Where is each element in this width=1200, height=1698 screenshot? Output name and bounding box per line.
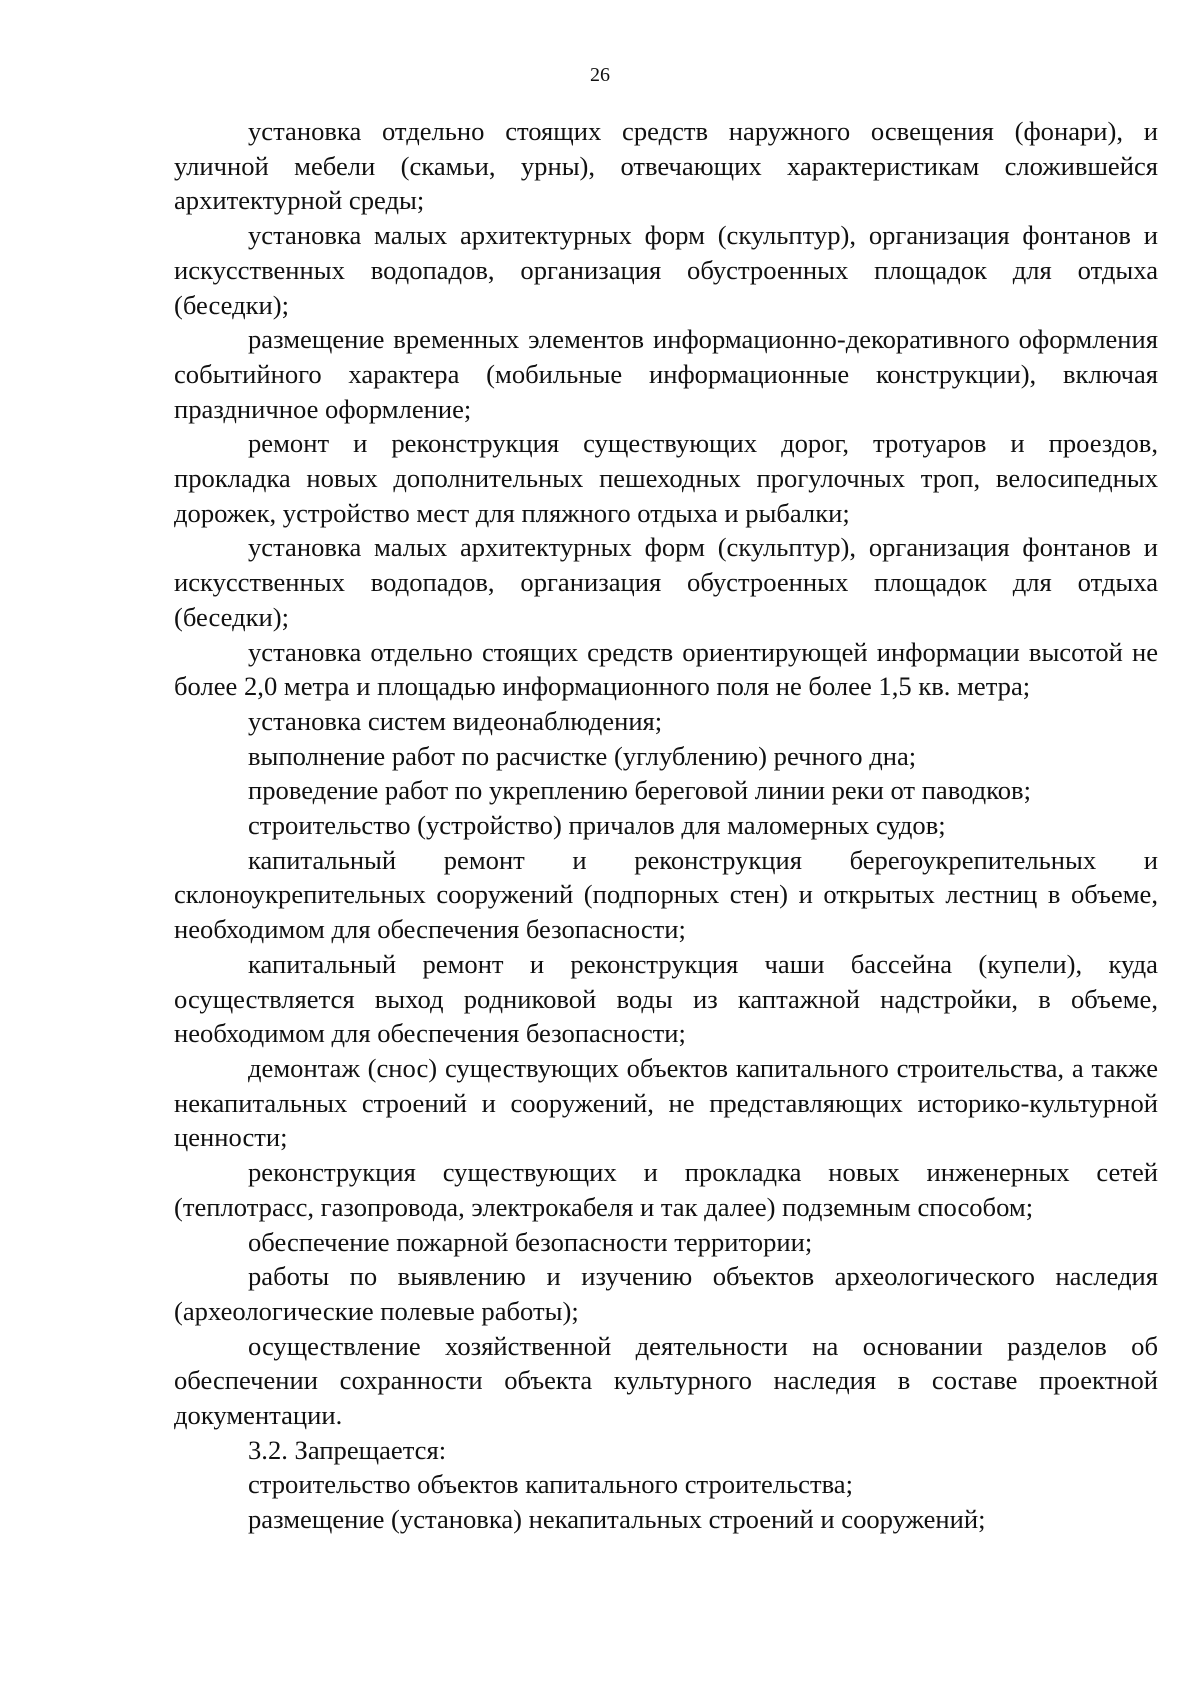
paragraph-14: реконструкция существующих и прокладка новых инженерных сетей (теплотрасс, газопровода, электрокабеля и так далее) подземным способом;	[174, 1157, 1158, 1222]
paragraph-10: строительство (устройство) причалов для маломерных судов;	[248, 810, 946, 841]
paragraph-11: капитальный ремонт и реконструкция берегоукрепительных и склоноукрепительных сооружений (подпорных стен) и открытых лестниц в объеме, необходимом для обеспечения безопасности;	[174, 844, 1158, 945]
paragraph-5: установка малых архитектурных форм (скульптур), организация фонтанов и искусственных водопадов, организация обустроенных площадок для отдыха (беседки);	[174, 532, 1158, 632]
paragraph-6: установка отдельно стоящих средств ориентирующей информации высотой не более 2,0 метра и площадью информационного поля не более 1,5 кв. метра;	[174, 636, 1158, 702]
section-heading-3-2: 3.2. Запрещается:	[248, 1434, 447, 1465]
paragraph-9: проведение работ по укреплению береговой линии реки от паводков;	[248, 775, 1031, 806]
paragraph-16: работы по выявлению и изучению объектов археологического наследия (археологические полевые работы);	[174, 1261, 1158, 1326]
paragraph-19: строительство объектов капитального строительства;	[248, 1469, 853, 1500]
page-number: 26	[590, 64, 610, 86]
paragraph-20: размещение (установка) некапитальных строений и сооружений;	[248, 1504, 986, 1535]
paragraph-7: установка систем видеонаблюдения;	[248, 705, 663, 736]
paragraph-3: размещение временных элементов информационно-декоративного оформления событийного характера (мобильные информационные конструкции), включая праздничное оформление;	[174, 324, 1158, 424]
document-body	[174, 114, 1158, 1537]
paragraph-2: установка малых архитектурных форм (скульптур), организация фонтанов и искусственных водопадов, организация обустроенных площадок для отдыха (беседки);	[174, 220, 1158, 320]
paragraph-17: осуществление хозяйственной деятельности на основании разделов об обеспечении сохранности объекта культурного наследия в составе проектной документации.	[174, 1330, 1158, 1431]
paragraph-4: ремонт и реконструкция существующих дорог, тротуаров и проездов, прокладка новых дополнительных пешеходных прогулочных троп, велосипедных дорожек, устройство мест для пляжного отдыха и рыбалки;	[174, 428, 1158, 528]
paragraph-12: капитальный ремонт и реконструкция чаши бассейна (купели), куда осуществляется выход родниковой воды из каптажной надстройки, в объеме, необходимом для обеспечения безопасности;	[174, 948, 1158, 1049]
paragraph-1: установка отдельно стоящих средств наружного освещения (фонари), и уличной мебели (скамьи, урны), отвечающих характеристикам сложившейся архитектурной среды;	[174, 116, 1158, 216]
paragraph-15: обеспечение пожарной безопасности территории;	[248, 1226, 813, 1257]
paragraph-8: выполнение работ по расчистке (углублению) речного дна;	[248, 740, 917, 771]
paragraph-13: демонтаж (снос) существующих объектов капитального строительства, а также некапитальных строений и сооружений, не представляющих историко-культурной ценности;	[174, 1052, 1158, 1153]
